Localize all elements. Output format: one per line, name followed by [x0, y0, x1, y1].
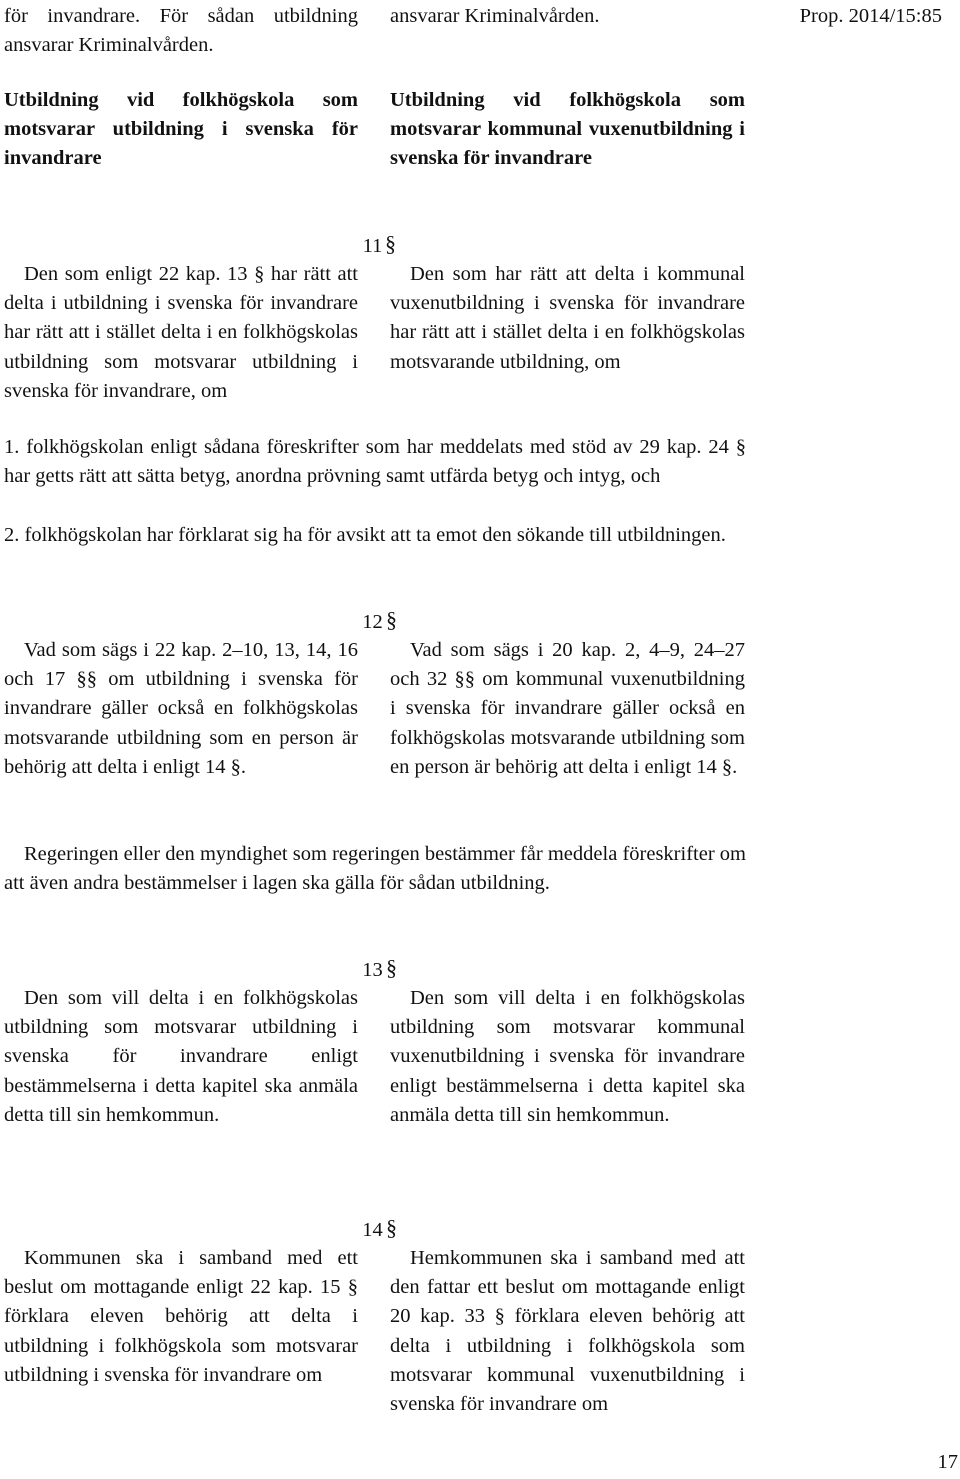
page-number: 17 — [937, 1450, 958, 1473]
section-12-right: Vad som sägs i 20 kap. 2, 4–9, 24–27 och 32 §§ om kommunal vuxenutbildning i svenska för invandrare gäller också en folkhögskolas motsvarande utbildning som en person är behörig att delta i enligt 14 §. — [390, 639, 745, 778]
section-sign-icon — [385, 233, 397, 255]
section-14-right: Hemkommunen ska i samband med att den fattar ett beslut om mottagande enligt 20 kap. 33 § förklara eleven behörig att delta i utbildning i folkhögskola som motsvarar kommunal vuxenutbildning i svenska för invandrare om — [390, 1247, 745, 1416]
svg-text:§: § — [385, 957, 397, 979]
section-12-common: Regeringen eller den myndighet som regeringen bestämmer får meddela föreskrifter om att även andra bestämmelser i lagen ska gälla för sådan utbildning. — [4, 843, 746, 895]
section-number-text: 11 — [362, 235, 383, 257]
svg-text:§: § — [385, 609, 397, 631]
section-sign-icon — [386, 1217, 398, 1239]
section-11-right: Den som har rätt att delta i kommunal vuxenutbildning i svenska för invandrare har rätt att i stället delta i en folkhögskolas motsvarande utbildning, om — [390, 263, 745, 373]
section-12-number — [330, 608, 430, 637]
section-12-left: Vad som sägs i 22 kap. 2–10, 13, 14, 16 och 17 §§ om utbildning i svenska för invandrare gäller också en folkhögskolas motsvarande utbildning som en person är behörig att delta i enligt 14 §. — [4, 639, 358, 778]
section-13-left: Den som vill delta i en folkhögskolas utbildning som motsvarar utbildning i svenska för invandrare enligt bestämmelserna i detta kapitel ska anmäla detta till sin hemkommun. — [4, 987, 358, 1126]
section-14-left: Kommunen ska i samband med ett beslut om mottagande enligt 22 kap. 15 § förklara eleven behörig att delta i utbildning i folkhögskola som motsvarar utbildning i svenska för invandrare om — [4, 1247, 358, 1386]
section-11-item-1: 1. folkhögskolan enligt sådana föreskrifter som har meddelats med stöd av 29 kap. 24 § har getts rätt att sätta betyg, anordna prövning samt utfärda betyg och intyg, och — [4, 436, 746, 488]
section-13-right: Den som vill delta i en folkhögskolas utbildning som motsvarar kommunal vuxenutbildning i svenska för invandrare enligt bestämmelserna i detta kapitel ska anmäla detta till sin hemkommun. — [390, 987, 745, 1126]
section-number-text: 12 — [362, 611, 383, 633]
section-13-number — [330, 956, 430, 985]
svg-text:§: § — [385, 1217, 397, 1239]
heading-right: Utbildning vid folkhögskola som motsvarar kommunal vuxenutbildning i svenska för invandrare — [390, 89, 745, 170]
right-top-continuation: ansvarar Kriminalvården. — [390, 5, 600, 27]
section-14-number — [330, 1216, 430, 1245]
section-11-number — [330, 232, 430, 261]
section-11-left: Den som enligt 22 kap. 13 § har rätt att delta i utbildning i svenska för invandrare har rätt att i stället delta i en folkhögskolas utbildning som motsvarar utbildning i svenska för invandrare, om — [4, 263, 358, 402]
section-sign-icon — [386, 609, 398, 631]
section-number-text: 13 — [362, 959, 383, 981]
svg-text:§: § — [385, 233, 397, 255]
section-number-text: 14 — [362, 1219, 383, 1241]
section-sign-icon — [386, 957, 398, 979]
section-11-item-2: 2. folkhögskolan har förklarat sig ha för avsikt att ta emot den sökande till utbildningen. — [4, 524, 726, 546]
proposition-reference: Prop. 2014/15:85 — [799, 5, 942, 27]
heading-left: Utbildning vid folkhögskola som motsvarar utbildning i svenska för invandrare — [4, 89, 358, 170]
left-top-continuation: för invandrare. För sådan utbildning ansvarar Kriminalvården. — [4, 5, 358, 57]
